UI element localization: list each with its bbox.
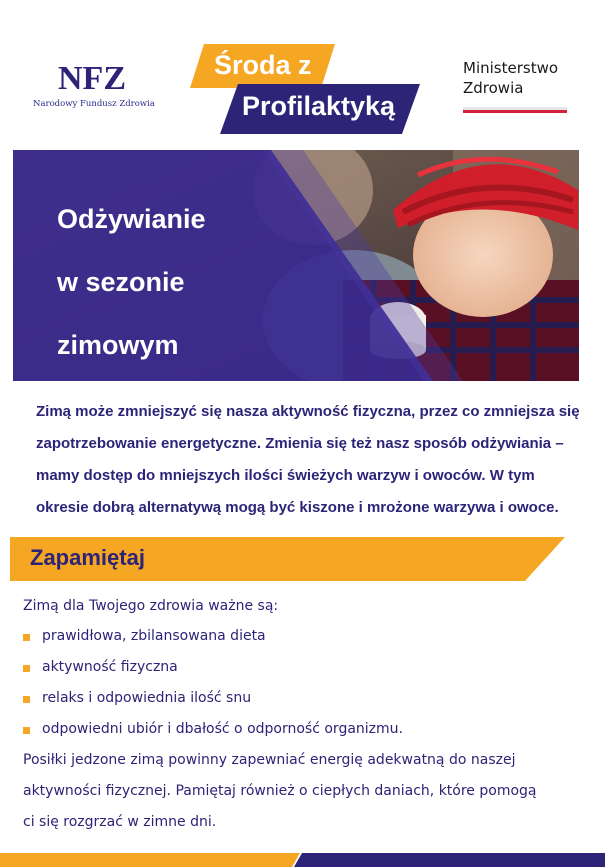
hero-title <box>57 188 206 377</box>
polish-flag-bar <box>463 107 567 113</box>
bullet-icon <box>23 665 30 672</box>
intro-line: mamy dostęp do mniejszych ilości świeżych warzyw i owoców. W tym <box>36 467 535 484</box>
bullet-icon <box>23 696 30 703</box>
intro-line: zapotrzebowanie energetyczne. Zmienia się też nasz sposób odżywiania – <box>36 435 564 452</box>
hero-title-line-3: zimowym <box>57 330 179 360</box>
hero-title-line-1: Odżywianie <box>57 204 206 234</box>
badge-line-1: Środa z <box>214 50 312 80</box>
footer-band <box>0 845 605 867</box>
closing-line: Posiłki jedzone zimą powinny zapewniać energię adekwatną do naszej <box>23 752 516 768</box>
nfz-logo <box>58 60 138 92</box>
remember-heading: Zapamiętaj <box>30 545 145 570</box>
ministry-logo <box>463 58 573 113</box>
ministry-name-1: Ministerstwo <box>463 59 559 77</box>
hero-banner <box>13 150 579 381</box>
hero-title-line-2: w sezonie <box>57 267 185 297</box>
intro-line: okresie dobrą alternatywą mogą być kiszone i mrożone warzywa i owoce. <box>36 499 559 516</box>
badge-line-2: Profilaktyką <box>242 91 396 121</box>
intro-line: Zimą może zmniejszyć się nasza aktywność fizyczna, przez co zmniejsza się <box>36 403 580 420</box>
svg-text:NFZ: NFZ <box>58 60 126 92</box>
list-item-label: relaks i odpowiednia ilość snu <box>42 690 252 706</box>
list-item-label: aktywność fizyczna <box>42 659 178 675</box>
remember-banner <box>10 537 570 581</box>
remember-lead: Zimą dla Twojego zdrowia ważne są: <box>23 598 279 614</box>
closing-line: ci się rozgrzać w zimne dni. <box>23 814 217 830</box>
campaign-badge <box>190 44 430 136</box>
list-item-label: odpowiedni ubiór i dbałość o odporność organizmu. <box>42 721 403 737</box>
page-header <box>0 0 605 150</box>
intro-paragraph <box>36 396 580 524</box>
nfz-subtitle: Narodowy Fundusz Zdrowia <box>33 99 155 109</box>
bullet-icon <box>23 634 30 641</box>
ministry-name-2: Zdrowia <box>463 79 524 97</box>
list-item-label: prawidłowa, zbilansowana dieta <box>42 628 266 644</box>
bullet-icon <box>23 727 30 734</box>
closing-line: aktywności fizycznej. Pamiętaj również o ciepłych daniach, które pomogą <box>23 783 537 799</box>
